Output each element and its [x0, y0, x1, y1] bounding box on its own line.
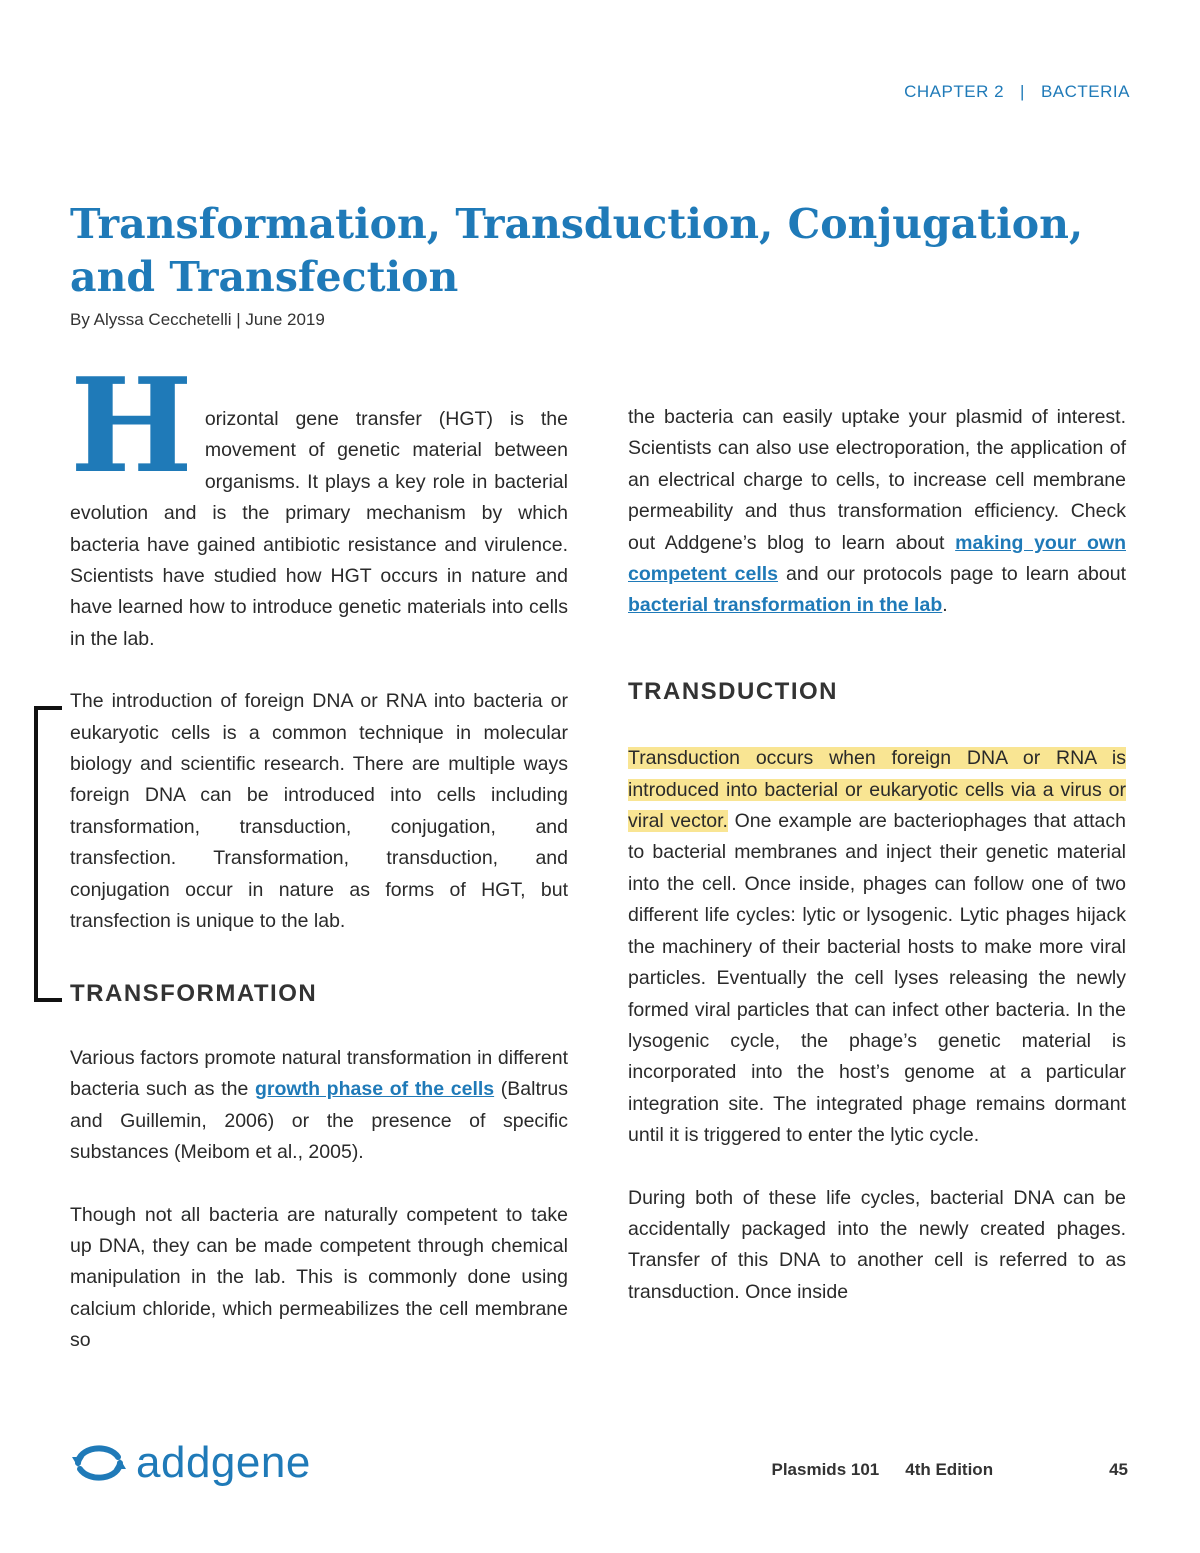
section-label: BACTERIA	[1040, 82, 1130, 101]
title-line-2: and Transfection	[70, 253, 459, 301]
chapter-label: CHAPTER 2	[904, 82, 1005, 101]
text-span: Various factors promote natural transformation in different bacteria such as the	[70, 1046, 568, 1101]
book-title: Plasmids 101	[771, 1460, 880, 1479]
logo-text: addgene	[136, 1438, 311, 1487]
addgene-logo-icon	[70, 1443, 128, 1483]
title-line-1: Transformation, Transduction, Conjugation,	[70, 200, 1084, 248]
bacterial-transformation-link[interactable]: bacterial transformation in the lab	[628, 594, 943, 617]
growth-phase-link[interactable]: growth phase of the cells	[255, 1078, 495, 1101]
page-number: 45	[1109, 1460, 1128, 1479]
transduction-paragraph-2: During both of these life cycles, bacterial DNA can be accidentally packaged into the newly created phages. Transfer of this DNA to another cell is referred to as transduction. Once inside	[628, 1186, 1126, 1303]
header-separator: |	[1020, 82, 1025, 101]
drop-cap: H	[70, 349, 193, 502]
intro-text: orizontal gene transfer (HGT) is the movement of genetic material between organisms. It plays a key role in bacterial evolution and is the primary mechanism by which bacteria have gained antibiotic resistance and virulence. Scientists have studied how HGT occurs in nature and have learned how to introduce genetic materials into cells in the lab.	[70, 408, 568, 650]
transformation-heading: TRANSFORMATION	[70, 979, 318, 1007]
left-column	[70, 349, 568, 1357]
paragraph-foreign-dna: The introduction of foreign DNA or RNA into bacteria or eukaryotic cells is a common technique in molecular biology and scientific research. There are multiple ways foreign DNA can be introduced into cells including transformation, transduction, conjugation, and transfection. Transformation, transduction, and conjugation occur in nature as forms of HGT, but transfection is unique to the lab.	[70, 690, 568, 933]
intro-paragraph	[70, 349, 568, 655]
footer-info	[772, 1460, 1129, 1480]
competent-cells-link[interactable]: making your own competent cells	[628, 531, 1126, 586]
text-span: .	[942, 594, 948, 617]
transduction-heading: TRANSDUCTION	[628, 677, 838, 705]
chapter-header	[904, 82, 1130, 102]
text-span: the bacteria can easily uptake your plasmid of interest. Scientists can also use electroporation, the application of an electrical charge to cells, to increase cell membrane permeability and thus transformation efficiency. Check out Addgene’s blog to learn about	[628, 406, 1126, 554]
right-column	[628, 402, 1126, 1308]
highlighted-text: Transduction occurs when foreign DNA or RNA is introduced into bacterial or eukaryotic cells via a virus or viral vector.	[628, 747, 1126, 833]
text-span: and our protocols page to learn about	[778, 563, 1126, 586]
transduction-paragraph-1	[628, 743, 1126, 1151]
transformation-paragraph-1	[70, 1043, 568, 1169]
page-title	[70, 198, 1130, 304]
transformation-paragraph-2: Though not all bacteria are naturally competent to take up DNA, they can be made competent through chemical manipulation in the lab. This is commonly done using calcium chloride, which permeabilizes the cell membrane so	[70, 1203, 568, 1352]
edition: 4th Edition	[905, 1460, 994, 1479]
margin-bracket-annotation	[34, 706, 62, 1002]
transformation-continued	[628, 402, 1126, 622]
addgene-logo	[70, 1438, 311, 1488]
text-span: One example are bacteriophages that attach to bacterial membranes and inject their genetic material into the cell. Once inside, phages can follow one of two different life cycles: lytic or lysogenic. Lytic phages hijack the machinery of their bacterial hosts to make more viral particles. Eventually the cell lyses releasing the newly formed viral particles that can infect other bacteria. In the lysogenic cycle, the phage’s genetic material is incorporated into the host’s genome at a particular integration site. The integrated phage remains dormant until it is triggered to enter the lytic cycle.	[628, 810, 1126, 1147]
byline: By Alyssa Cecchetelli | June 2019	[70, 310, 325, 329]
text-span: (Baltrus and Guillemin, 2006) or the presence of specific substances (Meibom et al., 2005).	[70, 1078, 568, 1164]
